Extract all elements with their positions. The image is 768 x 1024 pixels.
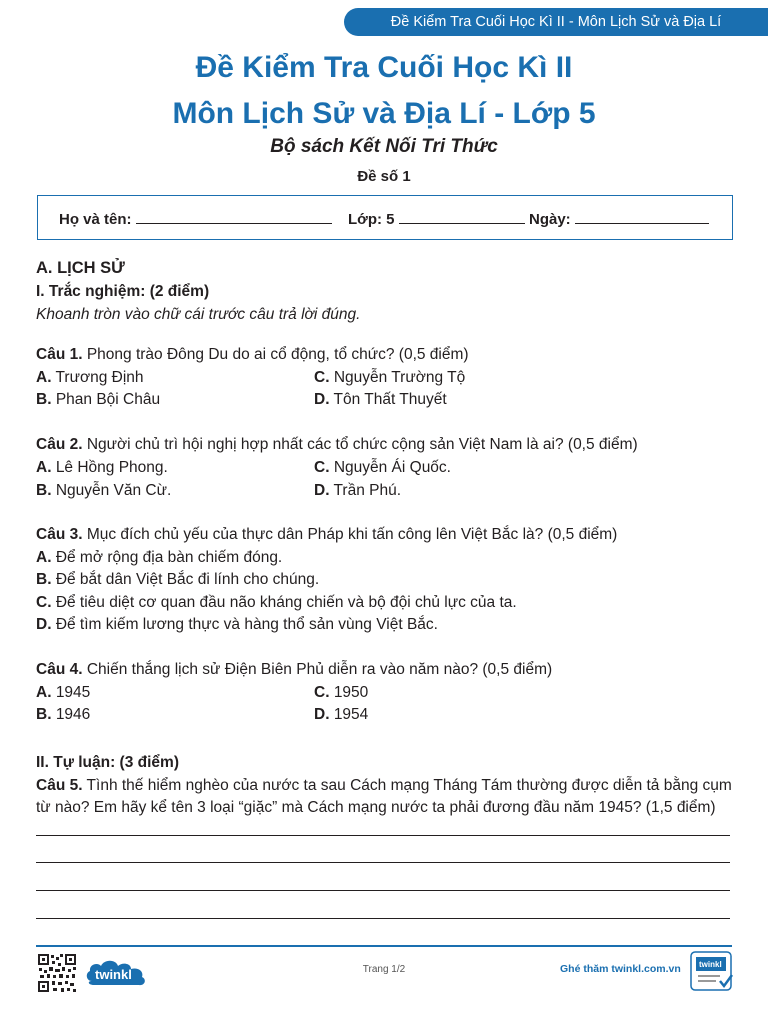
page-title: Đề Kiểm Tra Cuối Học Kì II — [195, 51, 573, 84]
answer-line[interactable] — [36, 918, 730, 919]
exam-content — [36, 0, 736, 940]
part1-heading: I. Trắc nghiệm: (2 điểm) — [36, 283, 210, 300]
header-tab: Đề Kiểm Tra Cuối Học Kì II - Môn Lịch Sử và Địa Lí — [344, 8, 768, 36]
option-key: D. — [314, 391, 330, 408]
question-text: Tình thế hiểm nghèo của nước ta sau Cách mạng Tháng Tám thường được diễn tả bằng cụm từ nào? Em hãy kể tên 3 loại “giặc” mà Cách mạng nước ta phải đương đầu năm 1945? (1,5 điểm) — [36, 777, 732, 816]
option-text: Trương Định — [55, 369, 144, 386]
option-key: C. — [314, 684, 330, 701]
option-key: D. — [314, 706, 330, 723]
option-text: Nguyễn Văn Cừ. — [55, 482, 172, 499]
option-4d[interactable] — [314, 706, 368, 724]
option-4a[interactable] — [36, 684, 90, 702]
option-3c[interactable] — [36, 594, 517, 612]
question-text: Người chủ trì hội nghị hợp nhất các tổ chức cộng sản Việt Nam là ai? (0,5 điểm) — [86, 436, 638, 453]
question-3 — [36, 526, 617, 544]
option-key: B. — [36, 706, 52, 723]
date-label: Ngày: — [529, 211, 571, 228]
quality-badge-icon — [690, 951, 734, 993]
option-text: Lê Hồng Phong. — [55, 459, 168, 476]
option-text: Để bắt dân Việt Bắc đi lính cho chúng. — [55, 571, 320, 588]
question-label: Câu 2. — [36, 436, 83, 453]
option-4b[interactable] — [36, 706, 90, 724]
option-key: C. — [314, 369, 330, 386]
question-label: Câu 3. — [36, 526, 83, 543]
option-text: 1945 — [55, 684, 91, 701]
option-1a[interactable] — [36, 369, 144, 387]
option-text: Trần Phú. — [333, 482, 402, 499]
option-text: Để tiêu diệt cơ quan đầu não kháng chiến và bộ đội chủ lực của ta. — [55, 594, 517, 611]
question-2 — [36, 436, 638, 454]
option-2d[interactable] — [314, 482, 401, 500]
answer-line[interactable] — [36, 890, 730, 891]
question-text: Mục đích chủ yếu của thực dân Pháp khi tấn công lên Việt Bắc là? (0,5 điểm) — [86, 526, 618, 543]
option-key: B. — [36, 391, 52, 408]
question-label: Câu 4. — [36, 661, 83, 678]
option-text: 1950 — [333, 684, 369, 701]
question-5 — [36, 775, 736, 819]
option-2c[interactable] — [314, 459, 451, 477]
question-text: Phong trào Đông Du do ai cổ động, tổ chức? (0,5 điểm) — [86, 346, 469, 363]
option-key: C. — [36, 594, 52, 611]
option-key: A. — [36, 549, 52, 566]
option-key: D. — [36, 616, 52, 633]
page-subtitle-line: Môn Lịch Sử và Địa Lí - Lớp 5 — [172, 97, 596, 130]
option-1d[interactable] — [314, 391, 447, 409]
option-key: D. — [314, 482, 330, 499]
page-number: Trang 1/2 — [362, 964, 406, 975]
option-key: B. — [36, 571, 52, 588]
option-text: Phan Bội Châu — [55, 391, 161, 408]
option-key: C. — [314, 459, 330, 476]
option-text: 1946 — [55, 706, 91, 723]
section-heading: A. LỊCH SỬ — [36, 259, 125, 277]
option-text: Nguyễn Trường Tộ — [333, 369, 466, 386]
twinkl-logo-text: twinkl — [95, 967, 132, 982]
option-text: Tôn Thất Thuyết — [333, 391, 447, 408]
option-2b[interactable] — [36, 482, 171, 500]
option-key: A. — [36, 684, 52, 701]
footer-rule — [36, 945, 732, 947]
option-1c[interactable] — [314, 369, 465, 387]
question-label: Câu 1. — [36, 346, 83, 363]
option-3d[interactable] — [36, 616, 438, 634]
question-4 — [36, 661, 552, 679]
question-label: Câu 5. — [36, 777, 83, 794]
option-text: Nguyễn Ái Quốc. — [333, 459, 451, 476]
option-4c[interactable] — [314, 684, 368, 702]
book-series: Bộ sách Kết Nối Tri Thức — [270, 136, 498, 157]
option-3a[interactable] — [36, 549, 282, 567]
answer-line[interactable] — [36, 862, 730, 863]
part2-heading: II. Tự luận: (3 điểm) — [36, 754, 179, 771]
option-2a[interactable] — [36, 459, 168, 477]
answer-line[interactable] — [36, 835, 730, 836]
option-text: Để mở rộng địa bàn chiếm đóng. — [55, 549, 283, 566]
option-1b[interactable] — [36, 391, 160, 409]
option-text: 1954 — [333, 706, 369, 723]
badge-text: twinkl — [699, 960, 722, 969]
visit-link[interactable]: Ghé thăm twinkl.com.vn — [560, 963, 681, 975]
name-label: Họ và tên: — [59, 211, 132, 228]
exam-number: Đề số 1 — [357, 168, 411, 185]
option-3b[interactable] — [36, 571, 319, 589]
part1-instruction: Khoanh tròn vào chữ cái trước câu trả lời đúng. — [36, 306, 361, 323]
question-text: Chiến thắng lịch sử Điện Biên Phủ diễn ra vào năm nào? (0,5 điểm) — [86, 661, 553, 678]
option-text: Để tìm kiếm lương thực và hàng thổ sản vùng Việt Bắc. — [55, 616, 438, 633]
class-label: Lớp: 5 — [348, 211, 395, 228]
question-1 — [36, 346, 469, 364]
option-key: B. — [36, 482, 52, 499]
option-key: A. — [36, 369, 52, 386]
option-key: A. — [36, 459, 52, 476]
